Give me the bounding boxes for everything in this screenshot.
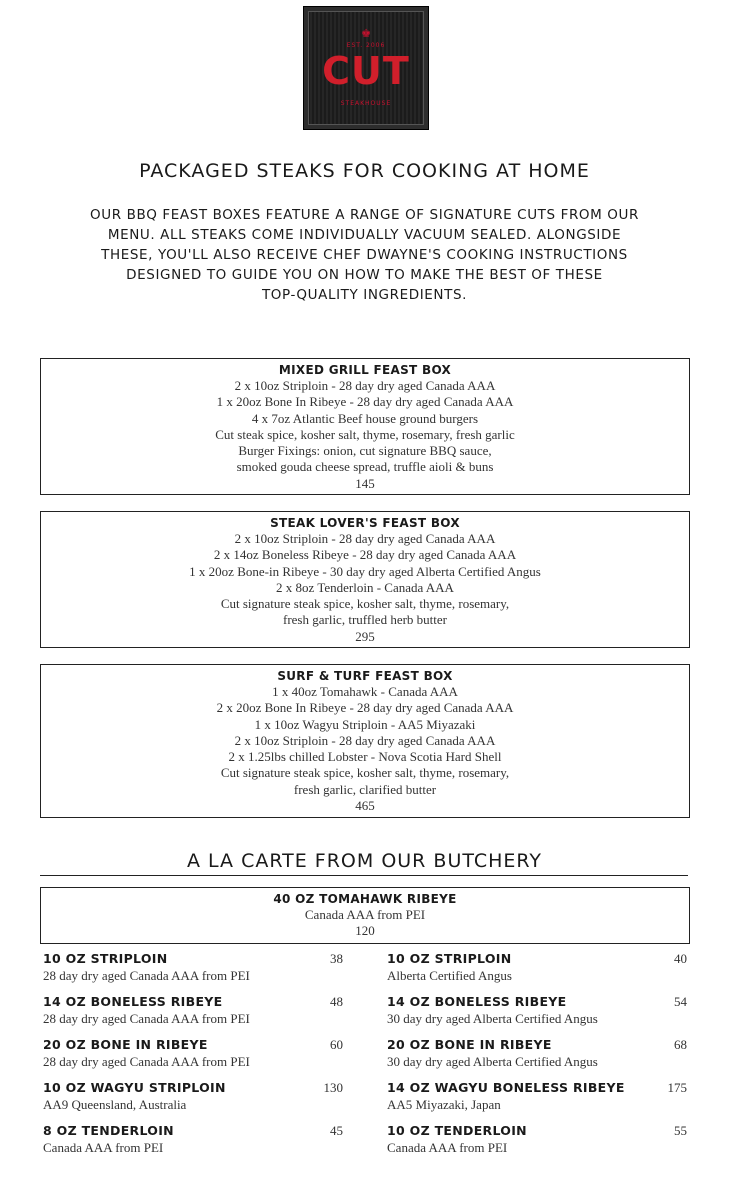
- feast-box-steak-lovers: [40, 511, 690, 648]
- box-line: Cut signature steak spice, kosher salt, thyme, rosemary,: [220, 596, 510, 612]
- logo-est: EST. 2006: [346, 42, 386, 49]
- menu-item: [387, 1080, 687, 1113]
- item-price: 68: [674, 1037, 687, 1052]
- box-price: 145: [355, 475, 375, 491]
- item-name: 20 OZ BONE IN RIBEYE: [387, 1037, 552, 1052]
- item-price: 55: [674, 1123, 687, 1138]
- box-line: fresh garlic, truffled herb butter: [283, 612, 447, 628]
- item-name: 8 OZ TENDERLOIN: [43, 1123, 174, 1138]
- item-name: 14 OZ WAGYU BONELESS RIBEYE: [387, 1080, 625, 1095]
- box-title: SURF & TURF FEAST BOX: [277, 669, 453, 683]
- item-name: 14 OZ BONELESS RIBEYE: [43, 994, 223, 1009]
- logo-brand: CUT: [322, 49, 410, 93]
- box-title: MIXED GRILL FEAST BOX: [278, 363, 452, 377]
- box-line: 1 x 20oz Bone-in Ribeye - 30 day dry aged Alberta Certified Angus: [189, 563, 541, 579]
- item-desc: Canada AAA from PEI: [387, 1140, 508, 1155]
- featured-name: 40 OZ TOMAHAWK RIBEYE: [273, 892, 457, 906]
- featured-price: 120: [355, 923, 375, 939]
- item-name: 10 OZ STRIPLOIN: [387, 951, 512, 966]
- box-title: STEAK LOVER'S FEAST BOX: [270, 516, 460, 530]
- menu-item: [43, 1080, 343, 1113]
- intro-line: MENU. ALL STEAKS COME INDIVIDUALLY VACUUM SEALED. ALONGSIDE: [107, 227, 622, 243]
- item-desc: Canada AAA from PEI: [43, 1140, 164, 1155]
- intro-line: THESE, YOU'LL ALSO RECEIVE CHEF DWAYNE'S COOKING INSTRUCTIONS: [101, 247, 628, 263]
- box-line: 4 x 7oz Atlantic Beef house ground burgers: [251, 410, 479, 426]
- item-name: 10 OZ TENDERLOIN: [387, 1123, 527, 1138]
- item-price: 48: [330, 994, 343, 1009]
- menu-item: [43, 1123, 343, 1156]
- box-line: 1 x 40oz Tomahawk - Canada AAA: [272, 684, 458, 699]
- item-name: 10 OZ STRIPLOIN: [43, 951, 168, 966]
- featured-desc: Canada AAA from PEI: [304, 907, 426, 922]
- cut-steakhouse-logo: [303, 6, 429, 130]
- box-line: Cut steak spice, kosher salt, thyme, rosemary, fresh garlic: [215, 426, 515, 442]
- box-line: 2 x 14oz Boneless Ribeye - 28 day dry aged Canada AAA: [213, 547, 517, 563]
- page-title: PACKAGED STEAKS FOR COOKING AT HOME: [139, 160, 590, 182]
- box-line: Burger Fixings: onion, cut signature BBQ sauce,: [238, 443, 492, 459]
- crown-icon: ♚: [361, 27, 371, 40]
- feast-box-mixed-grill: [40, 358, 690, 495]
- box-line: 2 x 10oz Striploin - 28 day dry aged Canada AAA: [234, 531, 496, 546]
- intro-line: OUR BBQ FEAST BOXES FEATURE A RANGE OF SIGNATURE CUTS FROM OUR: [90, 207, 639, 223]
- item-price: 54: [674, 994, 687, 1009]
- item-price: 40: [674, 951, 687, 966]
- item-desc: 30 day dry aged Alberta Certified Angus: [387, 1011, 598, 1026]
- box-line: 2 x 8oz Tenderloin - Canada AAA: [276, 579, 454, 595]
- menu-item: [387, 1123, 687, 1156]
- menu-item: [43, 1037, 343, 1070]
- menu-item: [43, 994, 343, 1027]
- intro-text: [50, 205, 679, 305]
- item-desc: 30 day dry aged Alberta Certified Angus: [387, 1054, 598, 1069]
- feast-box-surf-turf: [40, 664, 690, 818]
- menu-item: [43, 951, 343, 984]
- item-price: 38: [330, 951, 343, 966]
- featured-item-tomahawk: [40, 887, 690, 944]
- section-divider: [40, 875, 688, 876]
- item-name: 20 OZ BONE IN RIBEYE: [43, 1037, 208, 1052]
- item-desc: 28 day dry aged Canada AAA from PEI: [43, 1054, 250, 1069]
- box-line: fresh garlic, clarified butter: [293, 781, 437, 797]
- box-line: 2 x 10oz Striploin - 28 day dry aged Canada AAA: [234, 378, 496, 393]
- item-desc: 28 day dry aged Canada AAA from PEI: [43, 1011, 250, 1026]
- item-desc: AA5 Miyazaki, Japan: [387, 1097, 501, 1112]
- item-price: 130: [323, 1080, 343, 1095]
- item-price: 60: [330, 1037, 343, 1052]
- box-line: Cut signature steak spice, kosher salt, thyme, rosemary,: [220, 765, 510, 781]
- item-name: 14 OZ BONELESS RIBEYE: [387, 994, 567, 1009]
- box-price: 465: [355, 798, 375, 814]
- box-line: smoked gouda cheese spread, truffle aioli & buns: [236, 459, 494, 475]
- intro-line: TOP-QUALITY INGREDIENTS.: [261, 287, 468, 303]
- item-desc: AA9 Queensland, Australia: [43, 1097, 187, 1112]
- menu-item: [387, 951, 687, 984]
- box-line: 2 x 10oz Striploin - 28 day dry aged Canada AAA: [234, 732, 496, 748]
- item-price: 175: [667, 1080, 687, 1095]
- box-price: 295: [355, 628, 375, 644]
- menu-item: [387, 1037, 687, 1070]
- item-name: 10 OZ WAGYU STRIPLOIN: [43, 1080, 226, 1095]
- item-price: 45: [330, 1123, 343, 1138]
- logo-sub: STEAKHOUSE: [340, 100, 392, 107]
- item-desc: Alberta Certified Angus: [387, 968, 512, 983]
- box-line: 2 x 1.25lbs chilled Lobster - Nova Scotia Hard Shell: [228, 749, 502, 765]
- item-desc: 28 day dry aged Canada AAA from PEI: [43, 968, 250, 983]
- box-line: 1 x 10oz Wagyu Striploin - AA5 Miyazaki: [254, 716, 476, 732]
- box-line: 1 x 20oz Bone In Ribeye - 28 day dry aged Canada AAA: [216, 394, 514, 410]
- intro-line: DESIGNED TO GUIDE YOU ON HOW TO MAKE THE BEST OF THESE: [126, 267, 603, 283]
- menu-item: [387, 994, 687, 1027]
- box-line: 2 x 20oz Bone In Ribeye - 28 day dry aged Canada AAA: [216, 700, 514, 716]
- section-title-alacarte: A LA CARTE FROM OUR BUTCHERY: [186, 850, 543, 872]
